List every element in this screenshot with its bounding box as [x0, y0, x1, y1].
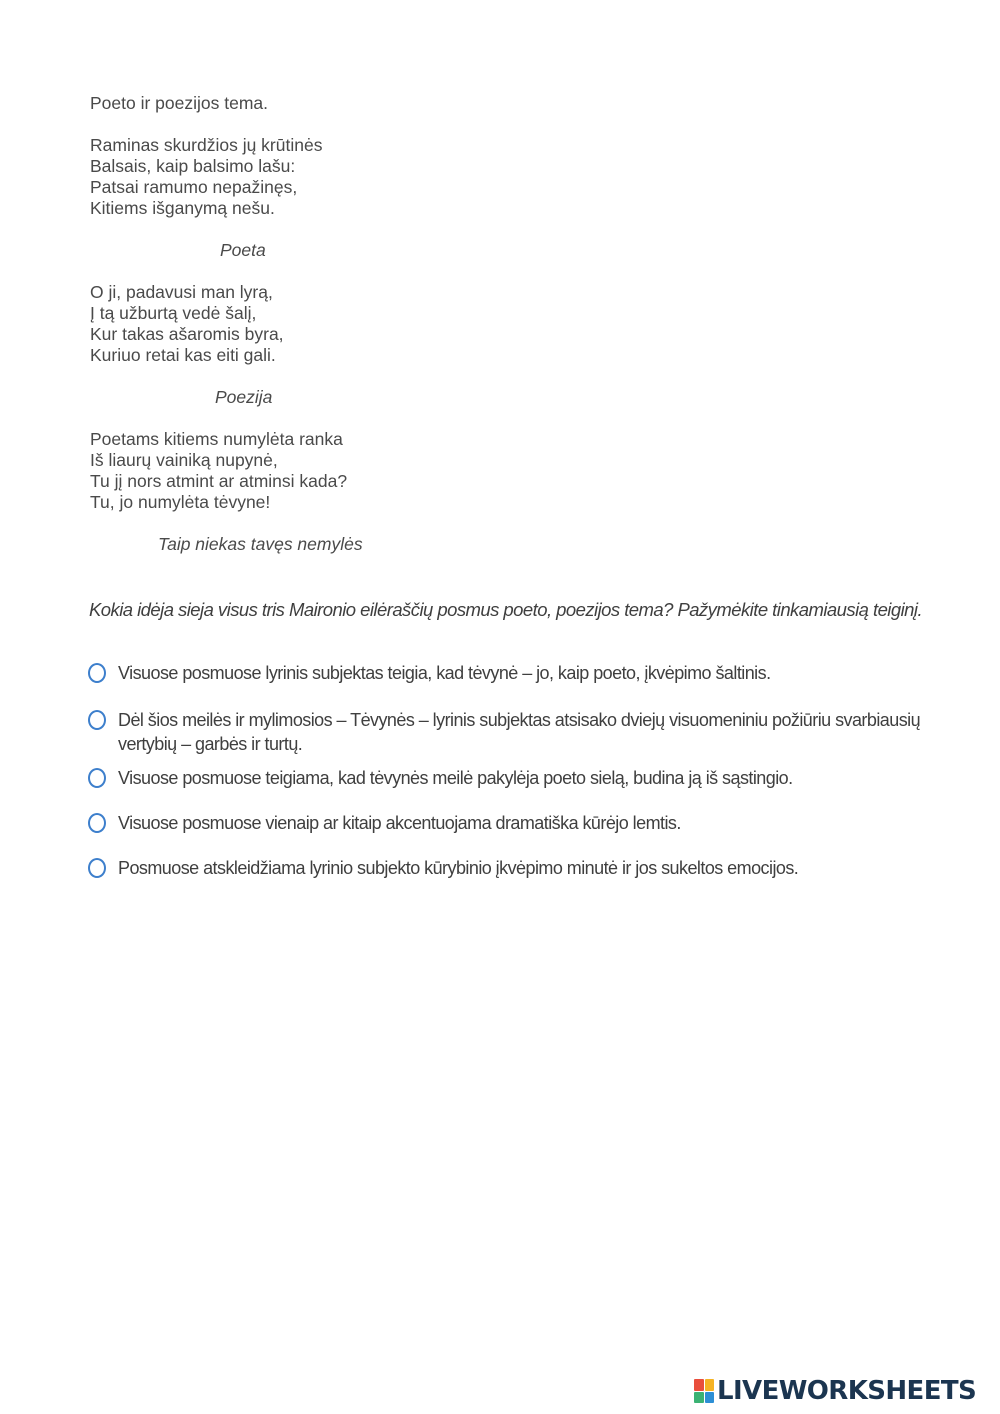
poem-line: Poetams kitiems numylėta ranka: [90, 429, 343, 449]
logo-square: [694, 1392, 704, 1404]
radio-button-icon[interactable]: [88, 858, 106, 878]
answer-option[interactable]: [88, 856, 958, 880]
answer-option[interactable]: [88, 708, 958, 756]
poem-title: Poezija: [215, 387, 273, 407]
option-label: Visuose posmuose teigiama, kad tėvynės meilė pakylėja poeto sielą, budina ją iš sąstingio.: [118, 768, 793, 788]
poem-topic: Poeto ir poezijos tema.: [90, 93, 269, 113]
poem-section: [90, 93, 450, 576]
logo-square: [705, 1392, 715, 1404]
stanza: [90, 135, 450, 219]
poem-line: Patsai ramumo nepažinęs,: [90, 177, 298, 197]
radio-button-icon[interactable]: [88, 813, 106, 833]
radio-button-icon[interactable]: [88, 768, 106, 788]
poem-line: Į tą užburtą vedė šalį,: [90, 303, 257, 323]
poem-title: Poeta: [220, 240, 266, 260]
poem-line: Tu, jo numylėta tėvyne!: [90, 492, 271, 512]
answer-option[interactable]: [88, 766, 958, 790]
poem-title: Taip niekas tavęs nemylės: [158, 534, 363, 554]
liveworksheets-logo: [694, 1376, 976, 1406]
poem-line: Iš liaurų vainiką nupynė,: [90, 450, 278, 470]
poem-line: Tu jį nors atmint ar atminsi kada?: [90, 471, 348, 491]
poem-line: Kitiems išganymą nešu.: [90, 198, 275, 218]
poem-line: O ji, padavusi man lyrą,: [90, 282, 273, 302]
stanza: [90, 429, 450, 513]
answer-option[interactable]: [88, 661, 958, 685]
radio-button-icon[interactable]: [88, 663, 106, 683]
logo-square: [694, 1379, 704, 1391]
poem-line: Kur takas ašaromis byra,: [90, 324, 284, 344]
poem-line: Kuriuo retai kas eiti gali.: [90, 345, 276, 365]
logo-square: [705, 1379, 715, 1391]
stanza: [90, 282, 450, 366]
poem-line: Balsais, kaip balsimo lašu:: [90, 156, 296, 176]
option-label: Posmuose atskleidžiama lyrinio subjekto kūrybinio įkvėpimo minutė ir jos sukeltos emocijos.: [118, 858, 799, 878]
answer-option[interactable]: [88, 811, 958, 835]
option-label: Visuose posmuose vienaip ar kitaip akcentuojama dramatiška kūrėjo lemtis.: [118, 813, 681, 833]
logo-text: LIVEWORKSHEETS: [717, 1376, 977, 1406]
option-label: Dėl šios meilės ir mylimosios – Tėvynės – lyrinis subjektas atsisako dviejų visuomeniniu požiūriu svarbiausių vertybių – garbės ir turtų.: [118, 710, 921, 754]
option-label: Visuose posmuose lyrinis subjektas teigia, kad tėvynė – jo, kaip poeto, įkvėpimo šaltinis.: [118, 663, 771, 683]
poem-line: Raminas skurdžios jų krūtinės: [90, 135, 323, 155]
logo-squares-icon: [694, 1379, 714, 1403]
radio-button-icon[interactable]: [88, 710, 106, 730]
question-text: Kokia idėja sieja visus tris Maironio eilėraščių posmus poeto, poezijos tema? Pažymėkite tinkamiausią teiginį.: [89, 599, 923, 620]
